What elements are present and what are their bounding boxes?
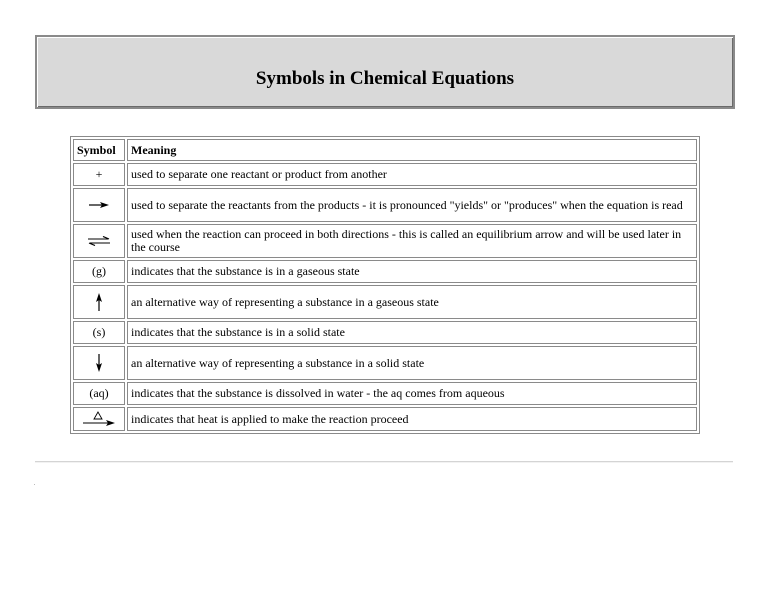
table-row bbox=[73, 224, 697, 258]
table-header-row bbox=[73, 139, 697, 161]
yields-arrow-icon bbox=[88, 201, 110, 209]
up-arrow-icon bbox=[95, 292, 103, 312]
symbol-cell bbox=[73, 163, 125, 186]
symbol-text: (g) bbox=[92, 264, 106, 278]
meaning-cell: indicates that the substance is dissolved in water - the aq comes from aqueous bbox=[127, 382, 697, 405]
table-row bbox=[73, 285, 697, 319]
symbol-cell bbox=[73, 346, 125, 380]
symbol-cell bbox=[73, 188, 125, 222]
symbols-table bbox=[70, 136, 700, 434]
symbol-text: + bbox=[95, 167, 103, 181]
table-row bbox=[73, 188, 697, 222]
symbol-cell bbox=[73, 260, 125, 283]
meaning-cell: indicates that the substance is in a solid state bbox=[127, 321, 697, 344]
symbol-cell bbox=[73, 321, 125, 344]
symbol-text: (s) bbox=[92, 325, 106, 339]
title-banner bbox=[35, 35, 735, 109]
table-row bbox=[73, 321, 697, 344]
column-header-meaning: Meaning bbox=[127, 139, 697, 161]
meaning-cell: an alternative way of representing a substance in a gaseous state bbox=[127, 285, 697, 319]
down-arrow-icon bbox=[95, 353, 103, 373]
table-row bbox=[73, 382, 697, 405]
stray-dot bbox=[34, 484, 35, 485]
meaning-cell: indicates that the substance is in a gaseous state bbox=[127, 260, 697, 283]
meaning-cell: indicates that heat is applied to make the reaction proceed bbox=[127, 407, 697, 431]
meaning-cell: used when the reaction can proceed in both directions - this is called an equilibrium arrow and will be used later in the course bbox=[127, 224, 697, 258]
column-header-symbol: Symbol bbox=[73, 139, 125, 161]
table-row bbox=[73, 346, 697, 380]
symbol-cell bbox=[73, 285, 125, 319]
equilibrium-arrow-icon bbox=[86, 236, 112, 246]
meaning-cell: used to separate the reactants from the products - it is pronounced "yields" or "produces" when the equation is read bbox=[127, 188, 697, 222]
horizontal-divider bbox=[35, 461, 733, 463]
symbol-cell bbox=[73, 224, 125, 258]
table-row bbox=[73, 163, 697, 186]
symbol-cell bbox=[73, 382, 125, 405]
table-row bbox=[73, 407, 697, 431]
symbol-cell bbox=[73, 407, 125, 431]
meaning-cell: an alternative way of representing a substance in a solid state bbox=[127, 346, 697, 380]
symbol-text: (aq) bbox=[89, 386, 109, 400]
meaning-cell: used to separate one reactant or product from another bbox=[127, 163, 697, 186]
table-row bbox=[73, 260, 697, 283]
heat-arrow-icon bbox=[81, 411, 117, 427]
page-title: Symbols in Chemical Equations bbox=[255, 68, 515, 89]
